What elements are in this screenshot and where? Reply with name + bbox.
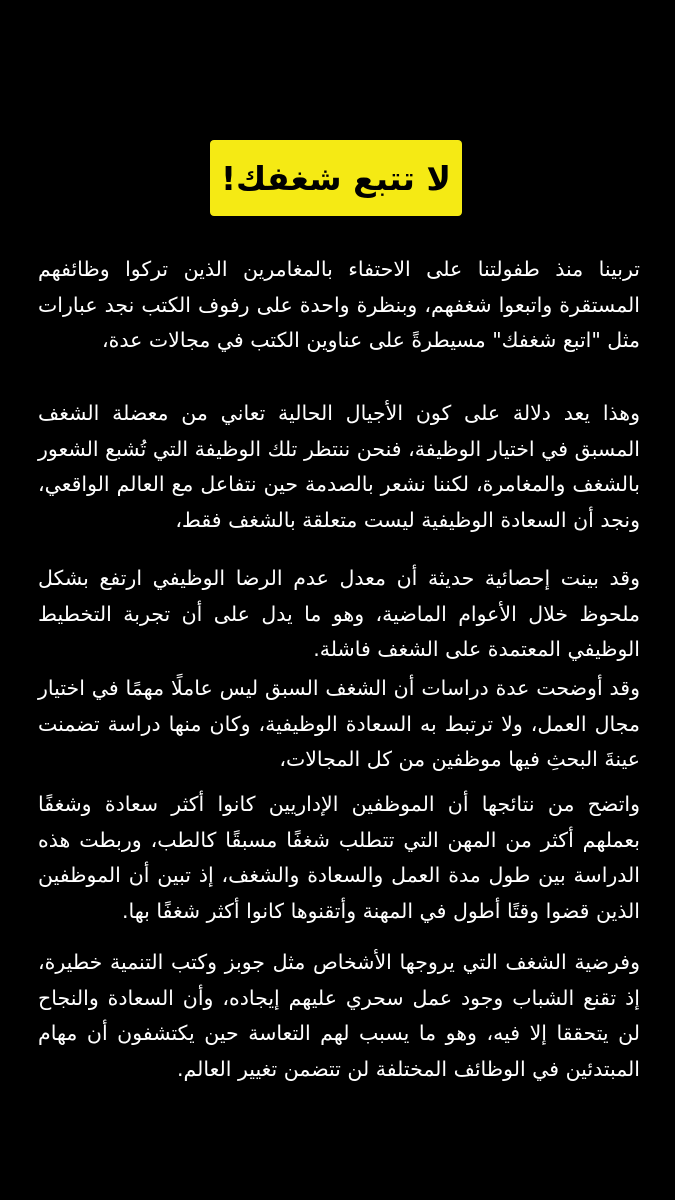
paragraph-1: تربينا منذ طفولتنا على الاحتفاء بالمغامرين الذين تركوا وظائفهم المستقرة واتبعوا شغفهم، وبنظرة واحدة على رفوف الكتب نجد عبارات مثل "اتبع شغفك" مسيطرةً على عناوين الكتب في مجالات عدة، — [38, 257, 640, 352]
page-title: لا تتبع شغفك! — [220, 158, 452, 198]
title-badge — [210, 140, 462, 216]
paragraph-4: وقد أوضحت عدة دراسات أن الشغف السبق ليس عاملًا مهمًا في اختيار مجال العمل، ولا ترتبط به السعادة الوظيفية، وكان منها دراسة تضمنت عينةَ البحثِ فيها موظفين من كل المجالات، — [38, 676, 640, 771]
paragraph-6: وفرضية الشغف التي يروجها الأشخاص مثل جوبز وكتب التنمية خطيرة، إذ تقنع الشباب وجود عمل سحري عليهم إيجاده، وأن السعادة والنجاح لن يتحققا إلا فيه، وهو ما يسبب لهم التعاسة حين يكتشفون أن مهام المبتدئين في الوظائف المختلفة لن تتضمن تغيير العالم. — [38, 950, 640, 1081]
paragraph-5: واتضح من نتائجها أن الموظفين الإداريين كانوا أكثر سعادة وشغفًا بعملهم أكثر من المهن التي تتطلب شغفًا مسبقًا كالطب، وربطت هذه الدراسة بين طول مدة العمل والسعادة والشغف، إذ تبين أن الموظفين الذين قضوا وقتًا أطول في المهنة وأتقنوها كانوا أكثر شغفًا بها. — [38, 792, 640, 923]
paragraph-3: وقد بينت إحصائية حديثة أن معدل عدم الرضا الوظيفي ارتفع بشكل ملحوظ خلال الأعوام الماضية، وهو ما يدل على أن تجربة التخطيط الوظيفي المعتمدة على الشغف فاشلة. — [38, 566, 640, 661]
paragraph-2: وهذا يعد دلالة على كون الأجيال الحالية تعاني من معضلة الشغف المسبق في اختيار الوظيفة، فنحن ننتظر تلك الوظيفة التي تُشبع الشعور بالشغف والمغامرة، لكننا نشعر بالصدمة حين نتفاعل مع العالم الواقعي، ونجد أن السعادة الوظيفية ليست متعلقة بالشغف فقط، — [38, 401, 640, 532]
